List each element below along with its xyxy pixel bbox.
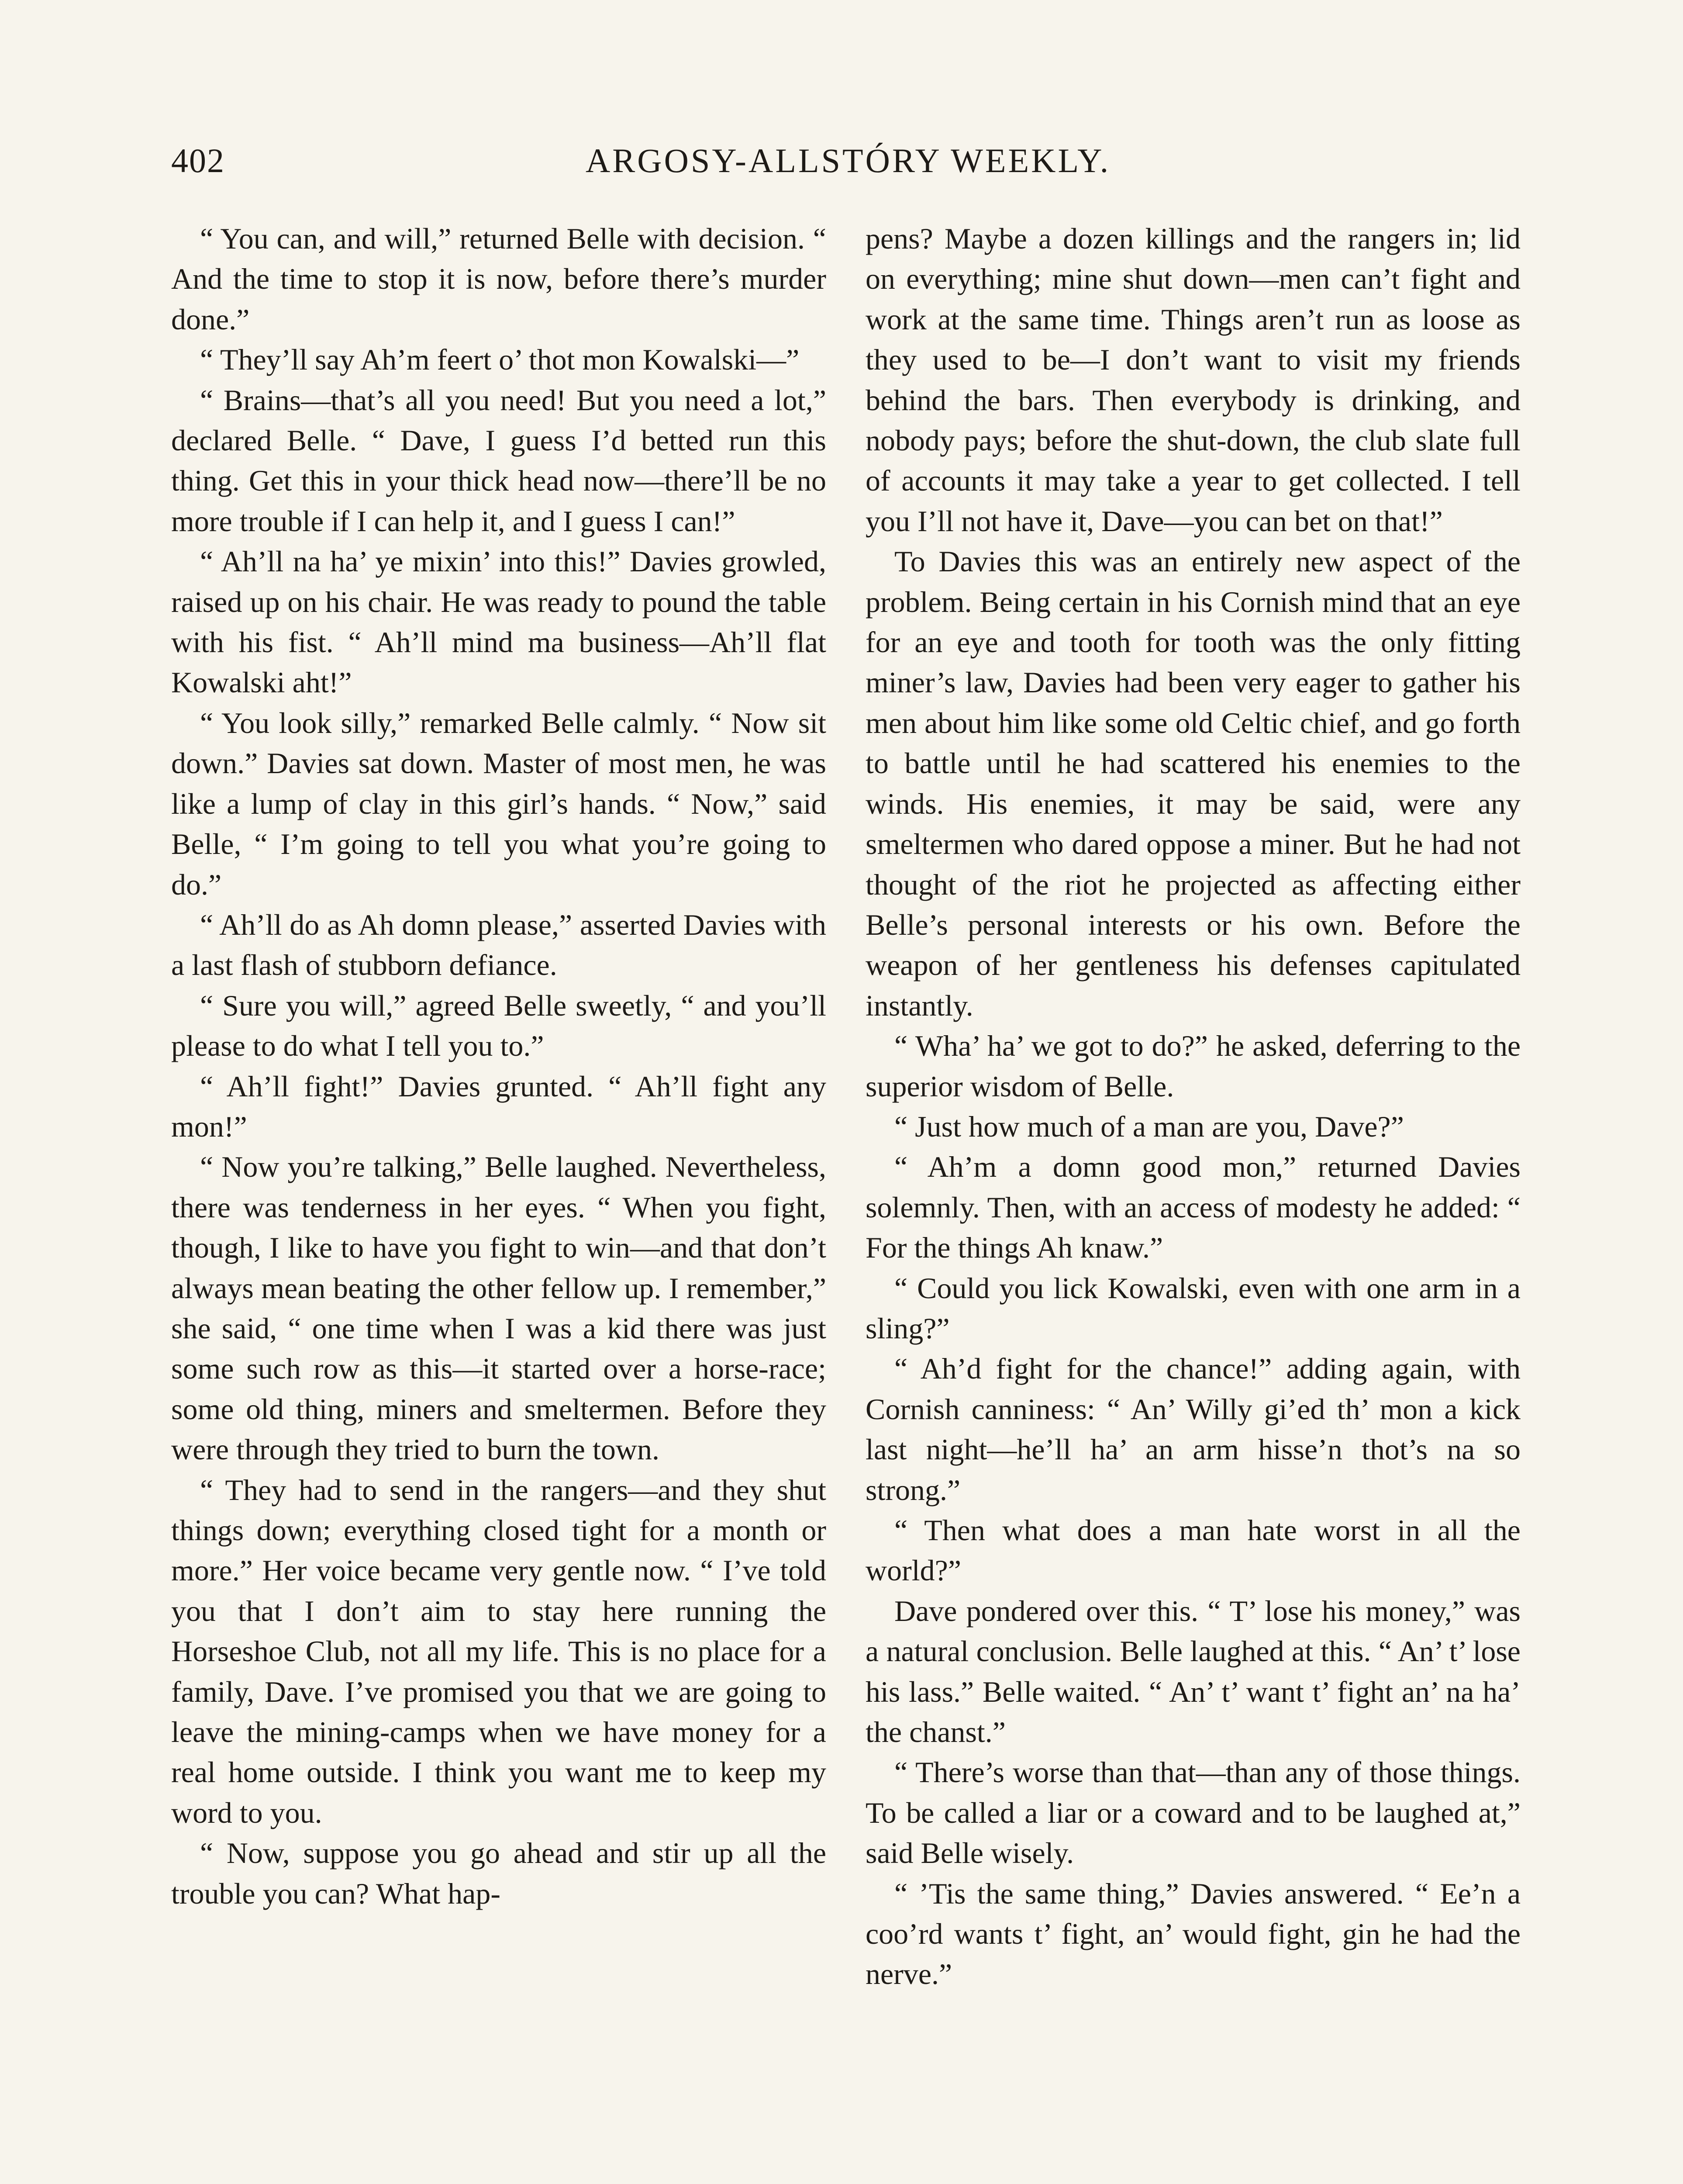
running-header [171, 139, 1525, 187]
paragraph: “ ’Tis the same thing,” Davies answered. “ Ee’n a coo’rd wants t’ fight, an’ would fight, gin he had the nerve.” [866, 1876, 1521, 1991]
paragraph: “ They’ll say Ah’m feert o’ thot mon Kowalski—” [200, 343, 800, 377]
paragraph: “ Then what does a man hate worst in all the world?” [866, 1514, 1521, 1587]
paragraph: Dave pondered over this. “ T’ lose his money,” was a natural conclusion. Belle laughed at this. “ An’ t’ lose his lass.” Belle waited. “ An’ t’ want t’ fight an’ na ha’ the chanst.” [866, 1594, 1521, 1749]
paragraph: “ Ah’d fight for the chance!” adding again, with Cornish canniness: “ An’ Willy gi’ed th’ mon a kick last night—he’ll ha’ an arm hisse’n thot’s na so strong.” [866, 1352, 1521, 1507]
paragraph: “ Just how much of a man are you, Dave?” [894, 1109, 1404, 1143]
paragraph: “ Now you’re talking,” Belle laughed. Nevertheless, there was tenderness in her eyes. “ When you fight, though, I like to have you fight to win—and that don’t always mean beating the other fellow up. I remember,” she said, “ one time when I was a kid there was just some such row as this—it started over a horse-race; some old thing, miners and smeltermen. Before they were through they tried to burn the town. [171, 1150, 826, 1466]
running-title: ARGOSY-ALLSTÓRY WEEKLY. [585, 142, 1111, 180]
paragraph-continued: pens? Maybe a dozen killings and the rangers in; lid on everything; mine shut down—men can’t fight and work at the same time. Things aren’t run as loose as they used to be—I don’t want to visit my friends behind the bars. Then everybody is drinking, and nobody pays; before the shut-down, the club slate full of accounts it may take a year to get collected. I tell you I’ll not have it, Dave—you can bet on that!” [866, 222, 1521, 538]
paragraph: “ Ah’ll do as Ah domn please,” asserted Davies with a last flash of stubborn defiance. [171, 908, 826, 982]
right-column [866, 218, 1521, 1994]
paragraph: “ They had to send in the rangers—and they shut things down; everything closed tight for a month or more.” Her voice became very gentle now. “ I’ve told you that I don’t aim to stay here running the Horseshoe Club, not all my life. This is no place for a family, Dave. I’ve promised you that we are going to leave the mining-camps when we have money for a real home outside. I think you want me to keep my word to you. [171, 1473, 826, 1829]
paragraph: “ Now, suppose you go ahead and stir up all the trouble you can? What hap- [171, 1836, 826, 1910]
paragraph: “ You look silly,” remarked Belle calmly. “ Now sit down.” Davies sat down. Master of most men, he was like a lump of clay in this girl’s hands. “ Now,” said Belle, “ I’m going to tell you what you’re going to do.” [171, 706, 826, 901]
page-number: 402 [171, 142, 225, 180]
paragraph: “ Ah’ll na ha’ ye mixin’ into this!” Davies growled, raised up on his chair. He was ready to pound the table with his fist. “ Ah’ll mind ma business—Ah’ll flat Kowalski aht!” [171, 545, 826, 699]
paragraph: “ Ah’ll fight!” Davies grunted. “ Ah’ll fight any mon!” [171, 1069, 826, 1143]
paragraph: “ Sure you will,” agreed Belle sweetly, “ and you’ll please to do what I tell you to.” [171, 988, 826, 1063]
paragraph: “ Ah’m a domn good mon,” returned Davies solemnly. Then, with an access of modesty he added: “ For the things Ah knaw.” [866, 1150, 1521, 1265]
paragraph: “ Could you lick Kowalski, even with one arm in a sling?” [866, 1271, 1521, 1345]
paragraph: To Davies this was an entirely new aspect of the problem. Being certain in his Cornish mind that an eye for an eye and tooth for tooth was the only fitting miner’s law, Davies had been very eager to gather his men about him like some old Celtic chief, and go forth to battle until he had scattered his enemies to the winds. His enemies, it may be said, were any smeltermen who dared oppose a miner. But he had not thought of the riot he projected as affecting either Belle’s personal interests or his own. Before the weapon of her gentleness his defenses capitulated instantly. [866, 545, 1521, 1022]
paragraph: “ There’s worse than that—than any of those things. To be called a liar or a coward and to be laughed at,” said Belle wisely. [866, 1755, 1521, 1870]
paragraph: “ You can, and will,” returned Belle with decision. “ And the time to stop it is now, before there’s murder done.” [171, 222, 826, 336]
paragraph: “ Brains—that’s all you need! But you need a lot,” declared Belle. “ Dave, I guess I’d betted run this thing. Get this in your thick head now—there’ll be no more trouble if I can help it, and I guess I can!” [171, 383, 826, 538]
paragraph: “ Wha’ ha’ we got to do?” he asked, deferring to the superior wisdom of Belle. [866, 1029, 1521, 1103]
left-column [171, 218, 826, 1914]
